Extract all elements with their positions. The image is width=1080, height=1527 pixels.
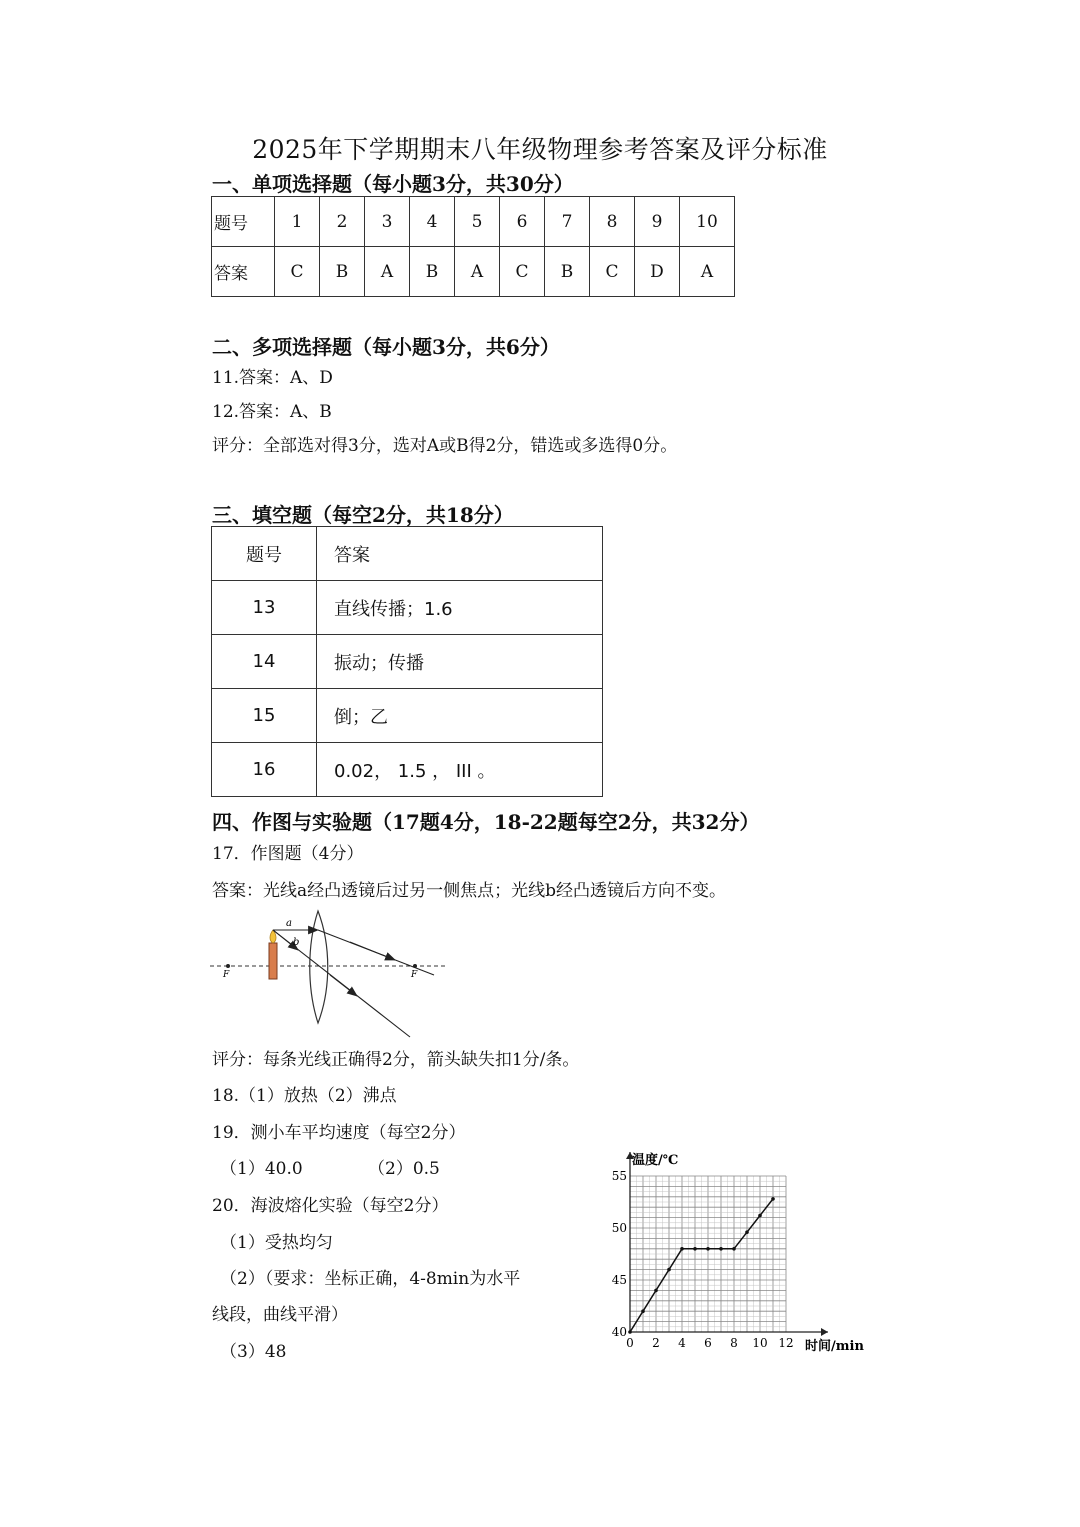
q19-answer-2: （2）0.5 [368,1159,440,1179]
question-number: 6 [500,197,545,247]
header-answer: 答案 [317,527,603,581]
data-point [771,1197,775,1201]
scoring-note: 评分：全部选对得3分，选对A或B得2分，错选或多选得0分。 [212,436,678,456]
q20-answer-1: （1）受热均匀 [220,1233,333,1253]
data-point [693,1247,697,1251]
answer-cell: A [365,247,410,297]
ray-b-label: b [293,937,300,948]
data-point [719,1247,723,1251]
q20-answer-3: （3）48 [220,1342,287,1362]
focus-left-point [226,964,230,968]
question-number: 14 [212,635,317,689]
q20-title: 20．海波熔化实验（每空2分） [212,1196,449,1216]
x-tick-label: 10 [752,1336,768,1350]
y-tick-label: 45 [611,1273,627,1287]
answer-cell: 0.02， 1.5 ， III 。 [317,743,603,797]
fill-blank-table [211,526,603,797]
focus-left-label: F [223,970,230,980]
question-number: 3 [365,197,410,247]
temperature-time-chart [600,1140,875,1360]
data-point [680,1247,684,1251]
q17-title: 17．作图题（4分） [212,844,364,864]
x-tick-label: 8 [730,1336,738,1350]
x-tick-label: 2 [652,1336,660,1350]
x-tick-label: 6 [704,1336,712,1350]
question-number: 16 [212,743,317,797]
answer-cell: C [590,247,635,297]
x-tick-label: 12 [778,1336,794,1350]
answer-cell: D [635,247,680,297]
candle [269,943,277,979]
focus-right-point [413,964,417,968]
y-tick-label: 55 [611,1169,627,1183]
y-tick-label: 50 [611,1221,627,1235]
data-point [745,1230,749,1234]
question-number: 4 [410,197,455,247]
convex-lens [310,911,328,1023]
q19-title: 19．测小车平均速度（每空2分） [212,1123,466,1143]
section3-heading: 三、填空题（每空2分，共18分） [212,503,514,527]
x-tick-label: 0 [626,1336,634,1350]
y-axis-label: 温度/℃ [632,1153,679,1168]
q17-scoring: 评分：每条光线正确得2分，箭头缺失扣1分/条。 [212,1050,580,1070]
answer-cell: C [275,247,320,297]
table-row [212,743,603,797]
question-number: 8 [590,197,635,247]
data-point [641,1309,645,1313]
section4-heading: 四、作图与实验题（17题4分，18-22题每空2分，共32分） [212,810,760,834]
data-point [628,1330,632,1334]
table-row [212,581,603,635]
q19-answer-1: （1）40.0 [220,1159,303,1179]
row-label-answer: 答案 [212,247,275,297]
answer-line-12: 12.答案：A、B [212,402,332,422]
question-number: 9 [635,197,680,247]
q18-answer: 18.（1）放热（2）沸点 [212,1086,397,1106]
answer-cell: A [680,247,735,297]
table-row [212,635,603,689]
x-tick-label: 4 [678,1336,686,1350]
q20-answer-2: （2）（要求：坐标正确，4-8min为水平 [220,1269,521,1289]
data-point [758,1214,762,1218]
question-number: 5 [455,197,500,247]
single-choice-table [211,196,735,297]
question-number: 7 [545,197,590,247]
answer-cell: B [320,247,365,297]
section2-heading: 二、多项选择题（每小题3分，共6分） [212,335,560,359]
q17-answer: 答案：光线a经凸透镜后过另一侧焦点；光线b经凸透镜后方向不变。 [212,881,727,901]
answer-cell: A [455,247,500,297]
data-point [667,1268,671,1272]
y-tick-label: 40 [611,1325,627,1339]
chart-grid [630,1176,786,1332]
q20-answer-2-cont: 线段，曲线平滑） [212,1305,348,1325]
page-title: 2025年下学期期末八年级物理参考答案及评分标准 [252,135,828,164]
focus-right-label: F [411,970,418,980]
question-number: 15 [212,689,317,743]
ray-a-arrow [350,942,395,960]
lens-ray-diagram [210,905,455,1040]
table-row [212,527,603,581]
data-point [654,1289,658,1293]
answer-cell: C [500,247,545,297]
question-number: 1 [275,197,320,247]
answer-cell: B [410,247,455,297]
x-axis-label: 时间/min [805,1339,864,1354]
ray-a-label: a [286,918,292,929]
data-point [732,1247,736,1251]
question-number: 2 [320,197,365,247]
answer-cell: 振动；传播 [317,635,603,689]
answer-cell: B [545,247,590,297]
question-number: 10 [680,197,735,247]
question-number: 13 [212,581,317,635]
data-point [706,1247,710,1251]
table-row-question-numbers [212,197,735,247]
answer-cell: 直线传播；1.6 [317,581,603,635]
header-number: 题号 [212,527,317,581]
answer-line-11: 11.答案：A、D [212,368,333,388]
table-row [212,689,603,743]
section1-heading: 一、单项选择题（每小题3分，共30分） [212,172,574,196]
x-axis-arrow-icon [821,1328,828,1336]
table-row-answers [212,247,735,297]
answer-cell: 倒；乙 [317,689,603,743]
ray-b-arrow-2 [330,975,357,996]
row-label-question: 题号 [212,197,275,247]
